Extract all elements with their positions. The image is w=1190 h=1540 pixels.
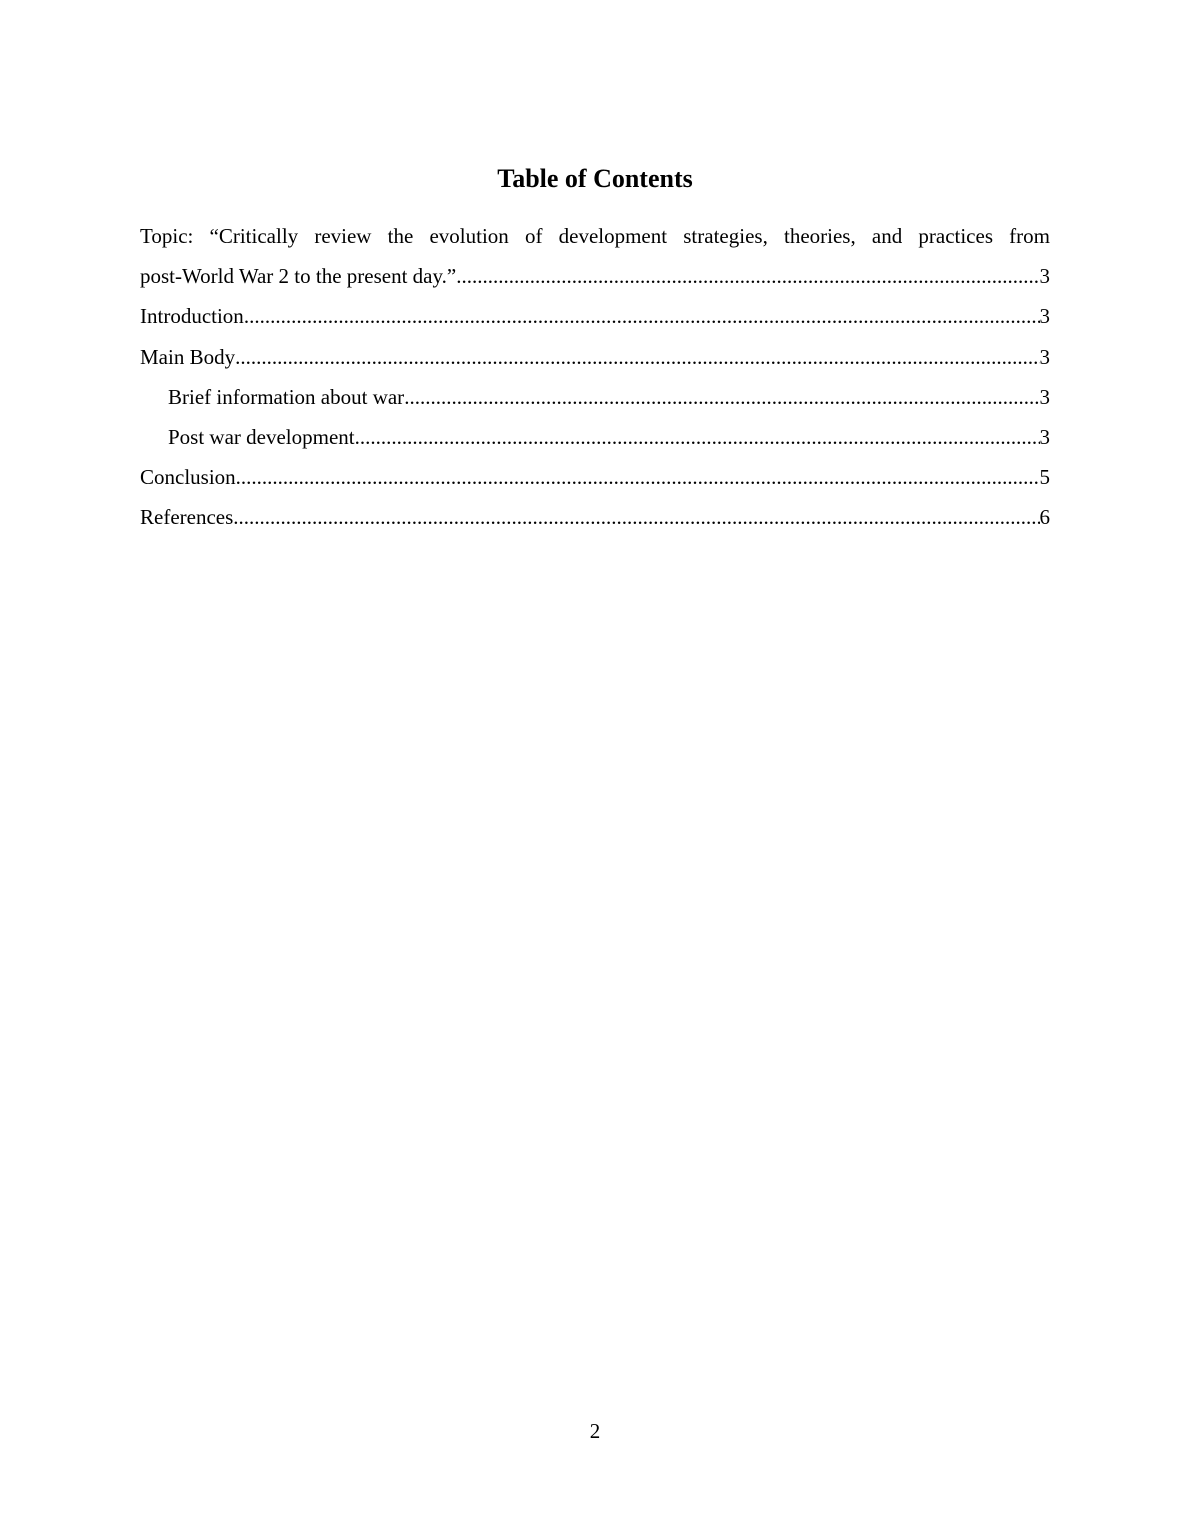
toc-leader-dots [456,256,1039,296]
toc-heading: Table of Contents [497,164,693,193]
toc-leader-dots [244,296,1040,336]
table-of-contents [140,216,1050,538]
toc-leader-dots [235,337,1039,377]
toc-entry-label: Conclusion [140,465,236,490]
toc-entry-label: Post war development [168,425,355,450]
toc-leader-dots [355,417,1040,457]
toc-entry-introduction[interactable] [140,296,1050,336]
toc-entry-topic-line2 [140,256,1050,296]
toc-entry-page: 5 [1039,465,1050,490]
toc-leader-dots [236,457,1040,497]
toc-entry-page: 3 [1039,264,1050,289]
toc-entry-page: 3 [1039,425,1050,450]
toc-entry-page: 3 [1039,344,1050,369]
toc-entry-label: References [140,505,234,530]
toc-entry-topic-line1: Topic: “Critically review the evolution of development strategies, theories, and practices from [140,224,1050,248]
toc-entry-topic[interactable] [140,216,1050,296]
toc-entry-label: post-World War 2 to the present day.” [140,264,457,289]
toc-entry-label: Main Body [140,344,236,369]
toc-entry-page: 3 [1039,384,1050,409]
toc-entry-label: Brief information about war [168,384,405,409]
toc-leader-dots [404,377,1039,417]
toc-entry-brief-information[interactable] [140,377,1050,417]
toc-entry-references[interactable] [140,497,1050,537]
toc-leader-dots [233,497,1039,537]
toc-entry-label: Introduction [140,304,244,329]
toc-entry-main-body[interactable] [140,337,1050,377]
page-number: 2 [589,1419,601,1443]
toc-entry-page: 3 [1039,304,1050,329]
toc-entry-conclusion[interactable] [140,457,1050,497]
toc-entry-post-war-development[interactable] [140,417,1050,457]
toc-entry-page: 6 [1039,505,1050,530]
